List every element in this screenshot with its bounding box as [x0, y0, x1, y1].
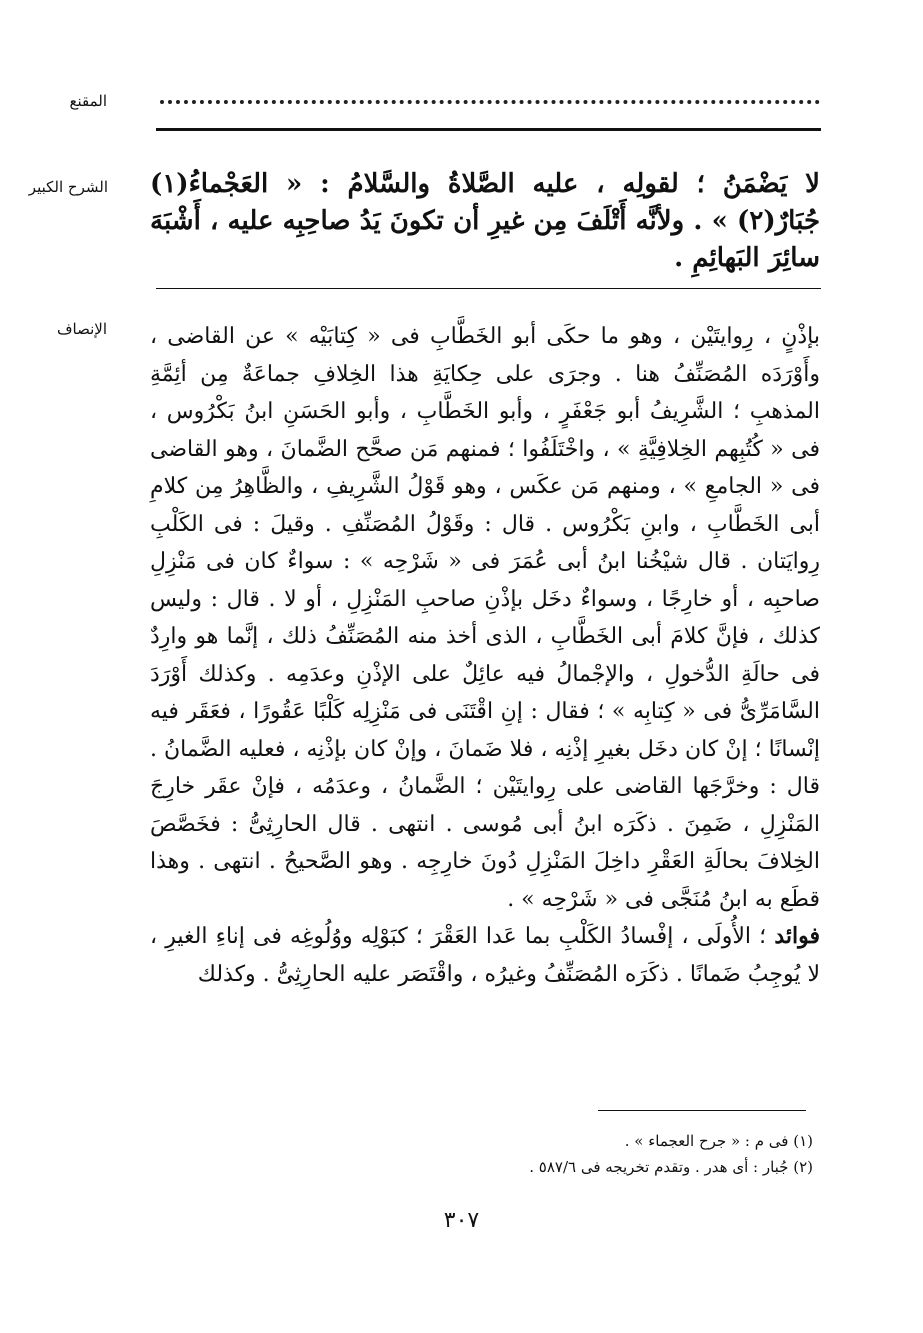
- fawaid-label: فوائد: [774, 923, 820, 949]
- header-rule: [156, 128, 821, 131]
- section-divider: [156, 288, 821, 289]
- footnote-rule: [598, 1110, 806, 1111]
- header-dotted-rule: [160, 90, 820, 104]
- insaf-paragraph: بإذْنٍ ، رِوايتَيْن ، وهو ما حكَى أبو الخَطَّابِ فى « كِتابَيْه » عن القاضى ، وأَوْرَدَه المُصَنِّفُ هنا . وجرَى على حِكايَةِ هذا الخِلافِ جماعَةٌ مِن أئِمَّةِ المذهبِ ؛ الشَّرِيفُ أبو جَعْفَرٍ ، وأبو الخَطَّابِ ، وأبو الحَسَنِ ابنُ بَكْرُوس ، فى « كُتُبِهم الخِلافِيَّةِ » ، واخْتَلَفُوا ؛ فمنهم مَن صحَّح الضَّمانَ ، وهو القاضى فى « الجامعِ » ، ومنهم مَن عكَس ، وهو قَوْلُ الشَّرِيفِ ، والظَّاهِرُ مِن كلامِ أبى الخَطَّابِ ، وابنِ بَكْرُوس . قال : وقَوْلُ المُصَنِّفِ . وقيلَ : فى الكَلْبِ رِوايَتان . قال شيْخُنا ابنُ أبى عُمَرَ فى « شَرْحِه » : سواءٌ كان فى مَنْزِلِ صاحبِه ، أو خارِجًا ، وسواءٌ دخَل بإذْنِ صاحبِ المَنْزِلِ ، أو لا . قال : وليس كذلك ، فإنَّ كلامَ أبى الخَطَّابِ ، الذى أخذ منه المُصَنِّفُ ذلك ، إنَّما هو وارِدٌ فى حالَةِ الدُّخولِ ، والإجْمالُ فيه عائِلٌ على الإذْنِ وعدَمِه . وكذلك أَوْرَدَ السَّامَرِّىُّ فى « كِتابِه » ؛ فقال : إنِ اقْتَنَى فى مَنْزِلِه كَلْبًا عَقُورًا ، فعَقَر فيه إنْسانًا ؛ إنْ كان دخَل بغيرِ إذْنِه ، فلا ضَمانَ ، وإنْ كان بإذْنِه ، فعليه الضَّمانُ . قال : وخرَّجَها القاضى على رِوايتَيْن ؛ الضَّمانُ ، وعدَمُه ، فإنْ عقَر خارِجَ المَنْزِلِ ، ضَمِنَ . ذكَرَه ابنُ أبى مُوسى . انتهى . قال الحارِثِىُّ : فخَصَّصَ الخِلافَ بحالَةِ العَقْرِ داخِلَ المَنْزِلِ دُونَ خارِجِه . وهو الصَّحيحُ . انتهى . وهذا قطَع به ابنُ مُنَجَّى فى « شَرْحِه » .: [150, 324, 820, 912]
- fawaid-paragraph: [150, 918, 820, 993]
- page-number: ٣٠٧: [443, 1208, 480, 1233]
- footnote-2: (٢) جُبار : أى هدر . وتقدم تخريجه فى ٥٨٧/٦ .: [529, 1158, 813, 1176]
- insaf-section-label: الإنصاف: [56, 320, 107, 338]
- footnotes: [313, 1128, 813, 1180]
- footnote-1: (١) فى م : « جرح العجماء » .: [624, 1132, 813, 1150]
- commentary-text: لا يَضْمَنُ ؛ لقولِه ، عليه الصَّلاةُ والسَّلامُ : « العَجْماءُ(١) جُبَارٌ(٢) » . ولأنَّه أَتْلَفَ مِن غيرِ أن تكونَ يَدُ صاحِبِه عليه ، أَشْبَهَ سائِرَ البَهائِمِ .: [150, 169, 821, 273]
- fawaid-text: ؛ الأُولَى ، إفْسادُ الكَلْبِ بما عَدا العَقْرَ ؛ كبَوْلِه ووُلُوغِه فى إناءِ الغيرِ ، لا يُوجِبُ ضَمانًا . ذكَرَه المُصَنِّفُ وغيرُه ، واقْتَصَر عليه الحارِثِىُّ . وكذلك: [150, 924, 820, 987]
- commentary-section-label: الشرح الكبير: [28, 178, 108, 196]
- running-title: المقنع: [69, 92, 107, 110]
- insaf-body: [150, 318, 820, 993]
